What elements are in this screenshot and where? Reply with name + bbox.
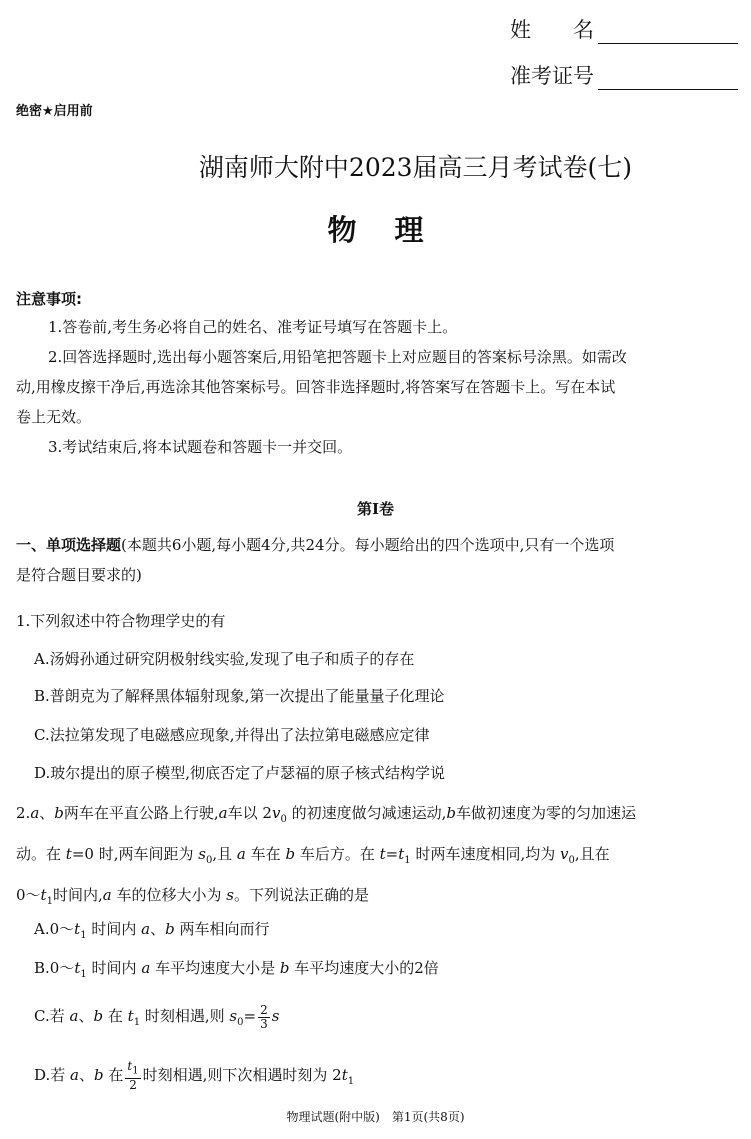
q1-option-d: D.玻尔提出的原子模型,彻底否定了卢瑟福的原子核式结构学说: [34, 764, 446, 782]
name-label: 姓 名: [510, 18, 594, 42]
notice-item-2-line-3: 卷上无效。: [16, 408, 92, 426]
subject-title: 物理: [327, 213, 462, 247]
q2-stem-line-3: $0\sim t_1$时间内,a 车的位移大小为 s。下列说法正确的是: [16, 886, 369, 907]
q2-stem-line-1: 2.a、b两车在平直公路上行驶,a车以 $2v_0$ 的初速度做匀减速运动,b车做初速度为零的匀加速运: [16, 804, 636, 825]
exam-title: 湖南师大附中2023届高三月考试卷(七): [198, 153, 633, 182]
q1-option-c: C.法拉第发现了电磁感应现象,并得出了法拉第电磁感应定律: [34, 726, 430, 744]
notice-body: [16, 312, 738, 462]
q2-stem-line-2: 动。在 t=0 时,两车间距为 $s_0$,且 a 车在 b 车后方。在 $t=t_1$ 时两车速度相同,均为 $v_0$,且在: [16, 845, 610, 866]
q2-option-a: $A.0\sim t_1$ 时间内 a、b 两车相向而行: [34, 920, 270, 941]
id-label: 准考证号: [510, 64, 594, 88]
secret-mark: 绝密★启用前: [16, 104, 93, 119]
notice-item-2-line-2: 动,用橡皮擦干净后,再选涂其他答案标号。回答非选择题时,将答案写在答题卡上。写在本试: [16, 378, 616, 396]
id-blank-line: [598, 65, 738, 90]
q1-option-a: A.汤姆孙通过研究阴极射线实验,发现了电子和质子的存在: [34, 650, 415, 668]
q2-stem: [16, 796, 738, 919]
volume-heading: 第Ⅰ卷: [356, 500, 395, 518]
id-field-row: [510, 60, 738, 90]
fraction-two-thirds: $\frac{2}{3}$: [260, 1002, 268, 1031]
notice-heading: 注意事项:: [16, 290, 82, 308]
section-heading-bold: 一、单项选择题: [16, 536, 122, 554]
page-footer: 物理试题(附中版) 第1页(共8页): [286, 1110, 465, 1124]
fraction-t1-over-2: $\frac{t_1}{2}$: [127, 1059, 139, 1092]
section-heading: [16, 530, 738, 590]
q1-stem: 1.下列叙述中符合物理学史的有: [16, 612, 226, 630]
notice-item-1: 1.答卷前,考生务必将自己的姓名、准考证号填写在答题卡上。: [48, 318, 458, 336]
name-field-row: [510, 14, 738, 44]
name-blank-line: [598, 19, 738, 44]
q2-option-b: $B.0\sim t_1$ 时间内 a 车平均速度大小是 b 车平均速度大小的2倍: [34, 959, 439, 980]
notice-item-2-line-1: 2.回答选择题时,选出每小题答案后,用铅笔把答题卡上对应题目的答案标号涂黑。如需改: [48, 348, 627, 366]
q2-option-c: C.若 a、b 在 $t_1$ 时刻相遇,则 $s_0=$ $\frac{2}{3}$ s: [34, 1002, 280, 1031]
q1-option-b: B.普朗克为了解释黑体辐射现象,第一次提出了能量量子化理论: [34, 687, 445, 705]
section-heading-rest-2: 是符合题目要求的): [16, 566, 142, 584]
section-heading-rest-1: (本题共6小题,每小题4分,共24分。每小题给出的四个选项中,只有一个选项: [121, 536, 615, 554]
q2-option-d: D.若 a、b 在 $\frac{t_1}{2}$ 时刻相遇,则下次相遇时刻为 $2t_1$: [34, 1059, 355, 1092]
notice-item-3: 3.考试结束后,将本试题卷和答题卡一并交回。: [48, 438, 353, 456]
